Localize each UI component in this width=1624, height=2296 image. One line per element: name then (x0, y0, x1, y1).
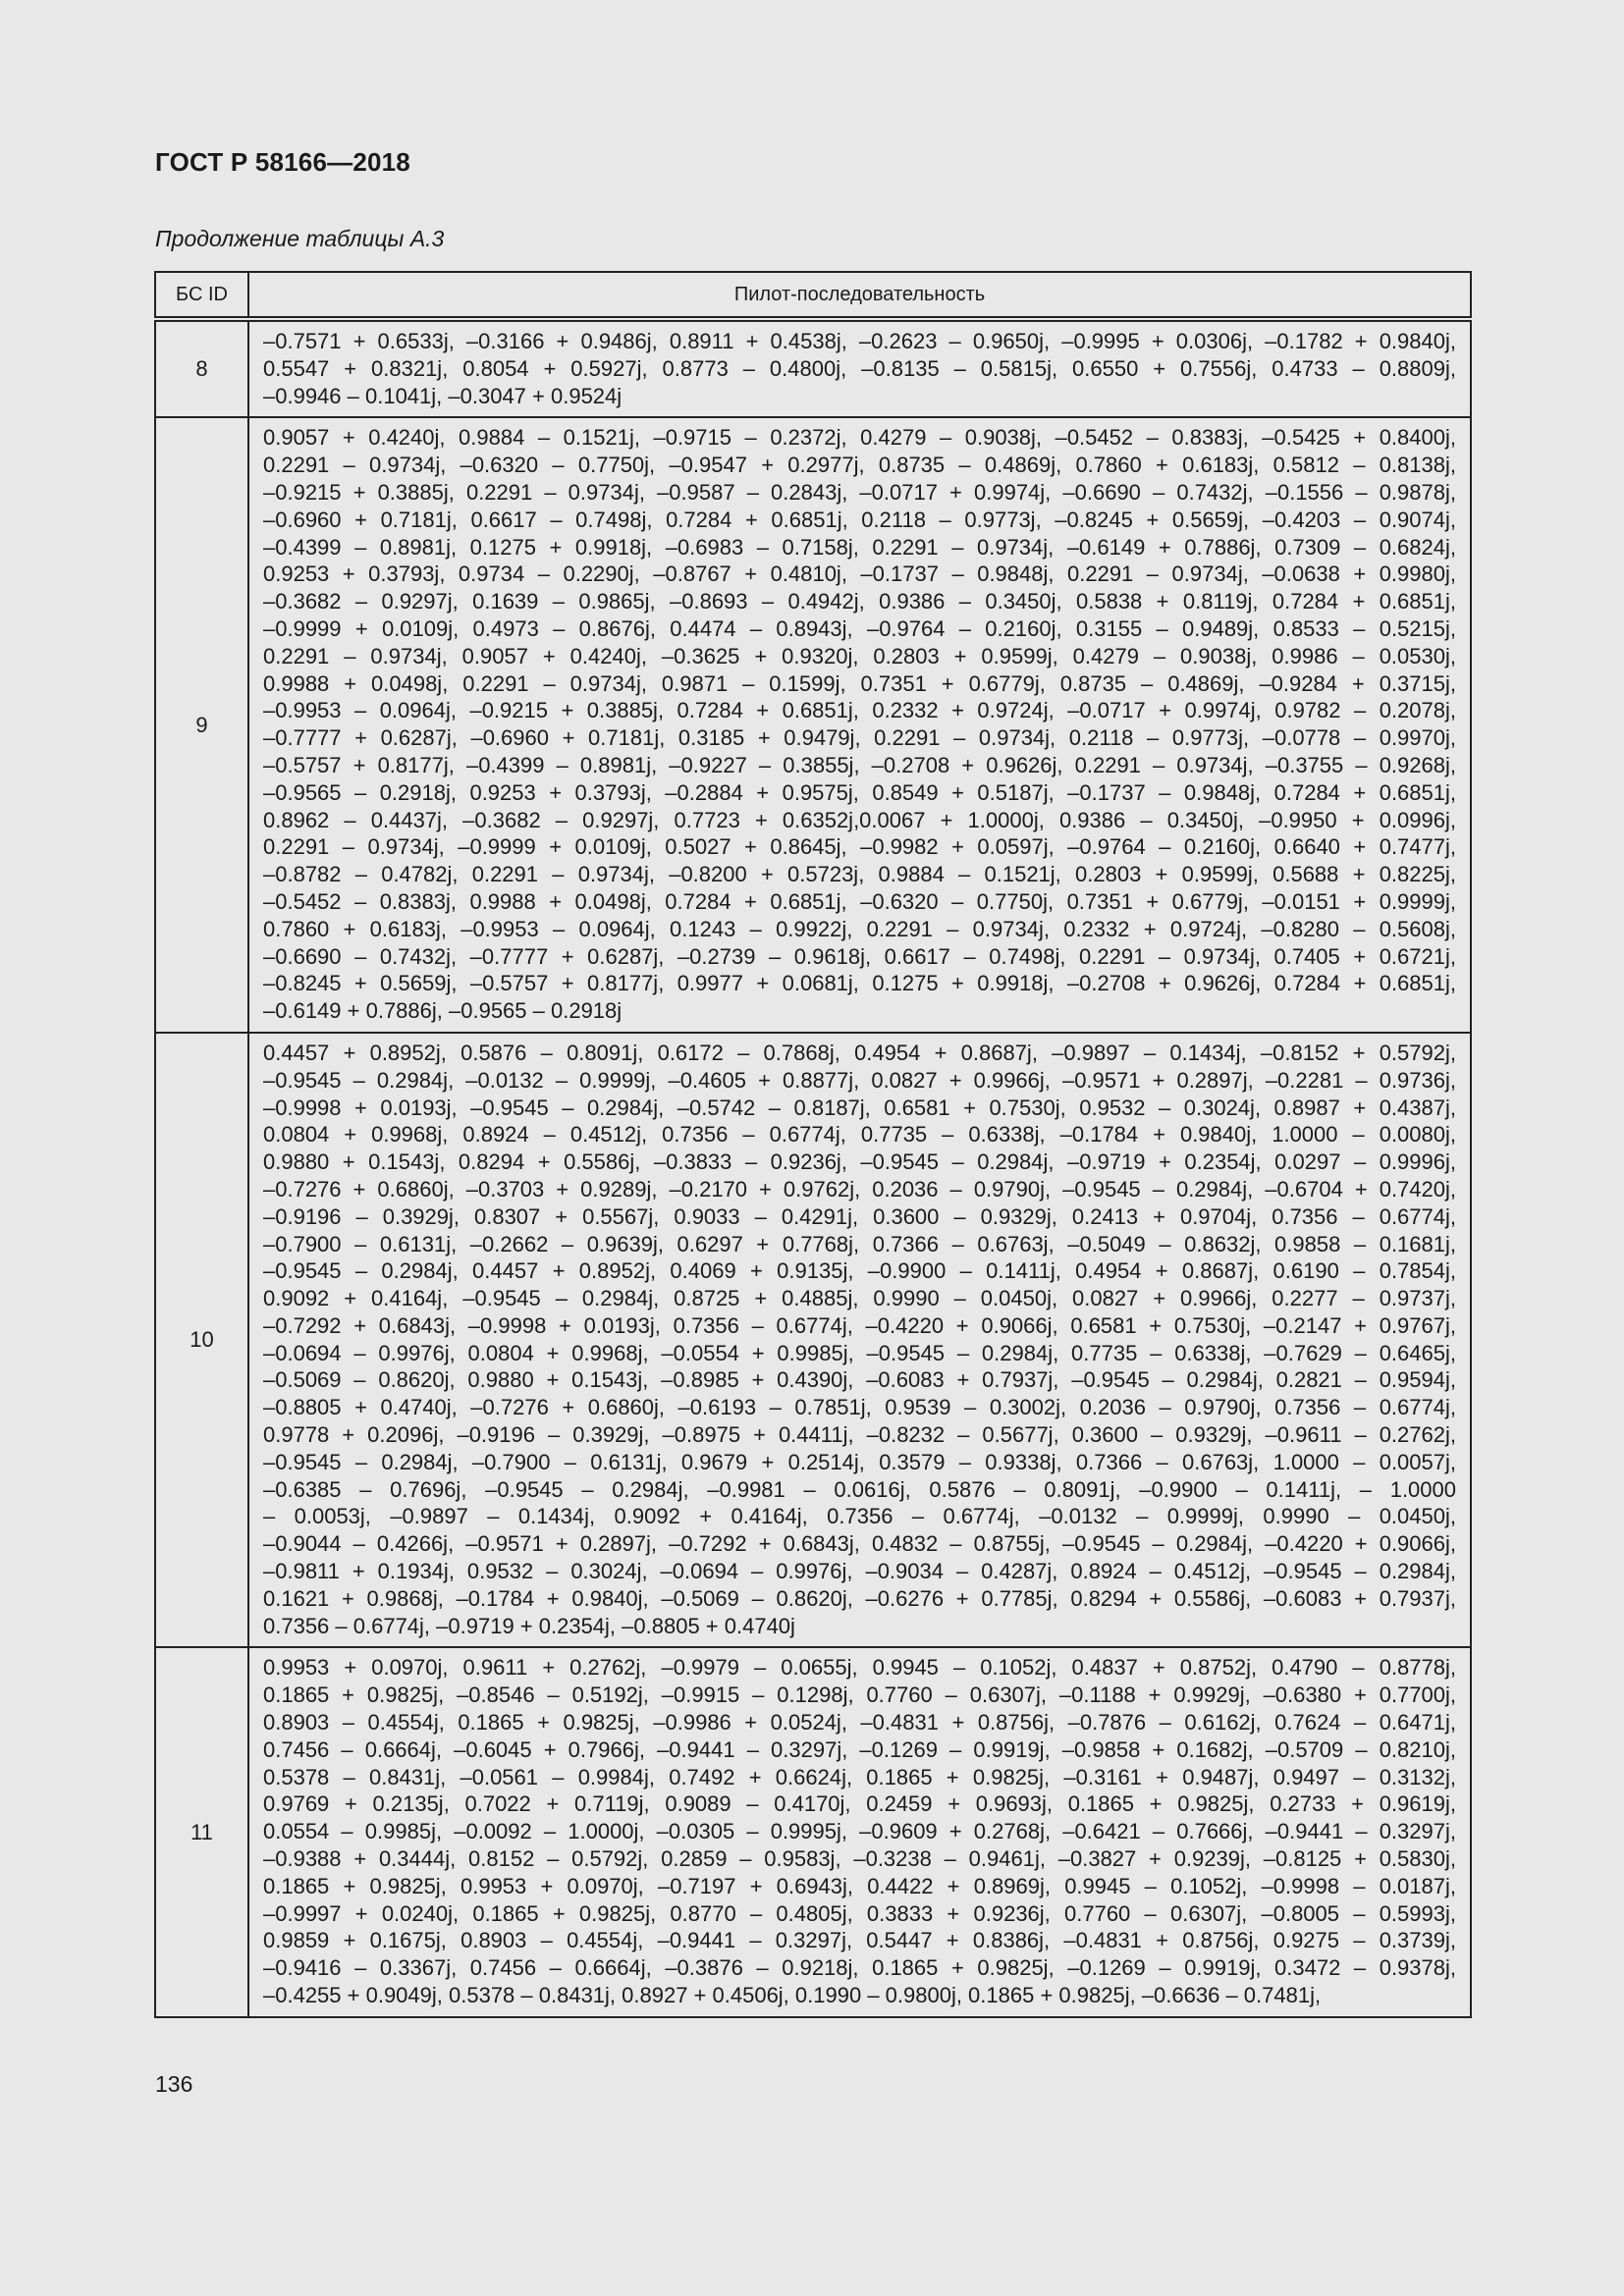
page-number: 136 (155, 2071, 193, 2097)
bs-id-cell: 10 (155, 1033, 248, 1648)
sequence-line: 0.0804 + 0.9968j, 0.8924 – 0.4512j, 0.7356 – 0.6774j, 0.7735 – 0.6338j, –0.1784 + 0.9840j, 1.0000 – 0.0080j, (263, 1122, 1456, 1148)
sequence-line: 0.2291 – 0.9734j, –0.9999 + 0.0109j, 0.5027 + 0.8645j, –0.9982 + 0.0597j, –0.9764 – 0.2160j, 0.6640 + 0.7477j, (263, 834, 1456, 860)
sequence-line: 0.4457 + 0.8952j, 0.5876 – 0.8091j, 0.6172 – 0.7868j, 0.4954 + 0.8687j, –0.9897 – 0.1434j, –0.8152 + 0.5792j, (263, 1040, 1456, 1065)
sequence-line: –0.6149 + 0.7886j, –0.9565 – 0.2918j (263, 998, 623, 1024)
sequence-line: –0.3682 – 0.9297j, 0.1639 – 0.9865j, –0.8693 – 0.4942j, 0.9386 – 0.3450j, 0.5838 + 0.8119j, 0.7284 + 0.6851j, (263, 589, 1456, 614)
sequence-line: –0.9416 – 0.3367j, 0.7456 – 0.6664j, –0.3876 – 0.9218j, 0.1865 + 0.9825j, –0.1269 – 0.9919j, 0.3472 – 0.9378j, (263, 1955, 1456, 1981)
table-row (155, 319, 1471, 417)
sequence-line: 0.9988 + 0.0498j, 0.2291 – 0.9734j, 0.9871 – 0.1599j, 0.7351 + 0.6779j, 0.8735 – 0.4869j, –0.9284 + 0.3715j, (263, 670, 1456, 696)
sequence-line: 0.1621 + 0.9868j, –0.1784 + 0.9840j, –0.5069 – 0.8620j, –0.6276 + 0.7785j, 0.8294 + 0.5586j, –0.6083 + 0.7937j, (263, 1585, 1456, 1611)
sequence-line: 0.7356 – 0.6774j, –0.9719 + 0.2354j, –0.8805 + 0.4740j (263, 1613, 795, 1638)
sequence-line: 0.8903 – 0.4554j, 0.1865 + 0.9825j, –0.9986 + 0.0524j, –0.4831 + 0.8756j, –0.7876 – 0.6162j, 0.7624 – 0.6471j, (263, 1710, 1456, 1735)
sequence-line: 0.9769 + 0.2135j, 0.7022 + 0.7119j, 0.9089 – 0.4170j, 0.2459 + 0.9693j, 0.1865 + 0.9825j, 0.2733 + 0.9619j, (263, 1791, 1456, 1817)
sequence-line: –0.9196 – 0.3929j, 0.8307 + 0.5567j, 0.9033 – 0.4291j, 0.3600 – 0.9329j, 0.2413 + 0.9704j, 0.7356 – 0.6774j, (263, 1203, 1456, 1229)
table-header-row (155, 272, 1471, 319)
sequence-line: –0.4399 – 0.8981j, 0.1275 + 0.9918j, –0.6983 – 0.7158j, 0.2291 – 0.9734j, –0.6149 + 0.7886j, 0.7309 – 0.6824j, (263, 534, 1456, 560)
pilot-sequence-cell (248, 1647, 1471, 2016)
sequence-line: –0.8782 – 0.4782j, 0.2291 – 0.9734j, –0.8200 + 0.5723j, 0.9884 – 0.1521j, 0.2803 + 0.9599j, 0.5688 + 0.8225j, (263, 862, 1456, 887)
bs-id-cell: 8 (155, 319, 248, 417)
sequence-line: 0.7456 – 0.6664j, –0.6045 + 0.7966j, –0.9441 – 0.3297j, –0.1269 – 0.9919j, –0.9858 + 0.1682j, –0.5709 – 0.8210j, (263, 1736, 1456, 1762)
sequence-line: –0.7900 – 0.6131j, –0.2662 – 0.9639j, 0.6297 + 0.7768j, 0.7366 – 0.6763j, –0.5049 – 0.8632j, 0.9858 – 0.1681j, (263, 1231, 1456, 1256)
sequence-line: 0.9092 + 0.4164j, –0.9545 – 0.2984j, 0.8725 + 0.4885j, 0.9990 – 0.0450j, 0.0827 + 0.9966j, 0.2277 – 0.9737j, (263, 1286, 1456, 1311)
sequence-line: 0.9778 + 0.2096j, –0.9196 – 0.3929j, –0.8975 + 0.4411j, –0.8232 – 0.5677j, 0.3600 – 0.9329j, –0.9611 – 0.2762j, (263, 1422, 1456, 1448)
sequence-line: 0.5378 – 0.8431j, –0.0561 – 0.9984j, 0.7492 + 0.6624j, 0.1865 + 0.9825j, –0.3161 + 0.9487j, 0.9497 – 0.3132j, (263, 1764, 1456, 1789)
pilot-sequence-cell (248, 417, 1471, 1033)
sequence-line: 0.1865 + 0.9825j, 0.9953 + 0.0970j, –0.7197 + 0.6943j, 0.4422 + 0.8969j, 0.9945 – 0.1052j, –0.9998 – 0.0187j, (263, 1873, 1456, 1898)
sequence-line: 0.2291 – 0.9734j, –0.6320 – 0.7750j, –0.9547 + 0.2977j, 0.8735 – 0.4869j, 0.7860 + 0.6183j, 0.5812 – 0.8138j, (263, 453, 1456, 478)
sequence-line: 0.9880 + 0.1543j, 0.8294 + 0.5586j, –0.3833 – 0.9236j, –0.9545 – 0.2984j, –0.9719 + 0.2354j, 0.0297 – 0.9996j, (263, 1149, 1456, 1175)
sequence-line: –0.9545 – 0.2984j, 0.4457 + 0.8952j, 0.4069 + 0.9135j, –0.9900 – 0.1411j, 0.4954 + 0.8687j, 0.6190 – 0.7854j, (263, 1258, 1456, 1284)
sequence-line: 0.9859 + 0.1675j, 0.8903 – 0.4554j, –0.9441 – 0.3297j, 0.5447 + 0.8386j, –0.4831 + 0.8756j, 0.9275 – 0.3739j, (263, 1928, 1456, 1953)
pilot-sequence-cell (248, 319, 1471, 417)
column-header-pilot-sequence: Пилот-последовательность (248, 272, 1471, 319)
sequence-line: 0.7860 + 0.6183j, –0.9953 – 0.0964j, 0.1243 – 0.9922j, 0.2291 – 0.9734j, 0.2332 + 0.9724j, –0.8280 – 0.5608j, (263, 916, 1456, 941)
sequence-line: –0.7571 + 0.6533j, –0.3166 + 0.9486j, 0.8911 + 0.4538j, –0.2623 – 0.9650j, –0.9995 + 0.0306j, –0.1782 + 0.9840j, (263, 329, 1456, 353)
pilot-sequence-cell (248, 1033, 1471, 1648)
table-row (155, 417, 1471, 1033)
sequence-line: 0.8962 – 0.4437j, –0.3682 – 0.9297j, 0.7723 + 0.6352j,0.0067 + 1.0000j, 0.9386 – 0.3450j, –0.9950 + 0.0996j, (263, 807, 1456, 832)
table-caption: Продолжение таблицы А.3 (155, 226, 445, 251)
sequence-line: –0.5069 – 0.8620j, 0.9880 + 0.1543j, –0.8985 + 0.4390j, –0.6083 + 0.7937j, –0.9545 – 0.2984j, 0.2821 – 0.9594j, (263, 1367, 1456, 1393)
sequence-line: 0.0554 – 0.9985j, –0.0092 – 1.0000j, –0.0305 – 0.9995j, –0.9609 + 0.2768j, –0.6421 – 0.7666j, –0.9441 – 0.3297j, (263, 1819, 1456, 1844)
sequence-line: –0.6385 – 0.7696j, –0.9545 – 0.2984j, –0.9981 – 0.0616j, 0.5876 – 0.8091j, –0.9900 – 0.1411j, – 1.0000 (263, 1476, 1456, 1502)
sequence-line: –0.7276 + 0.6860j, –0.3703 + 0.9289j, –0.2170 + 0.9762j, 0.2036 – 0.9790j, –0.9545 – 0.2984j, –0.6704 + 0.7420j, (263, 1176, 1456, 1201)
sequence-line: –0.5452 – 0.8383j, 0.9988 + 0.0498j, 0.7284 + 0.6851j, –0.6320 – 0.7750j, 0.7351 + 0.6779j, –0.0151 + 0.9999j, (263, 888, 1456, 914)
document-header: ГОСТ Р 58166—2018 (155, 147, 410, 177)
table-row (155, 1033, 1471, 1648)
sequence-line: –0.9946 – 0.1041j, –0.3047 + 0.9524j (263, 383, 623, 408)
sequence-line: –0.9997 + 0.0240j, 0.1865 + 0.9825j, 0.8770 – 0.4805j, 0.3833 + 0.9236j, 0.7760 – 0.6307j, –0.8005 – 0.5993j, (263, 1900, 1456, 1926)
sequence-line: 0.2291 – 0.9734j, 0.9057 + 0.4240j, –0.3625 + 0.9320j, 0.2803 + 0.9599j, 0.4279 – 0.9038j, 0.9986 – 0.0530j, (263, 643, 1456, 668)
sequence-line: –0.7777 + 0.6287j, –0.6960 + 0.7181j, 0.3185 + 0.9479j, 0.2291 – 0.9734j, 0.2118 – 0.9773j, –0.0778 – 0.9970j, (263, 725, 1456, 751)
column-header-bs-id: БС ID (155, 272, 248, 319)
sequence-line: –0.0694 – 0.9976j, 0.0804 + 0.9968j, –0.0554 + 0.9985j, –0.9545 – 0.2984j, 0.7735 – 0.6338j, –0.7629 – 0.6465j, (263, 1340, 1456, 1365)
pilot-sequence-table (154, 271, 1472, 2018)
sequence-line: –0.5757 + 0.8177j, –0.4399 – 0.8981j, –0.9227 – 0.3855j, –0.2708 + 0.9626j, 0.2291 – 0.9734j, –0.3755 – 0.9268j, (263, 752, 1456, 777)
sequence-line: 0.5547 + 0.8321j, 0.8054 + 0.5927j, 0.8773 – 0.4800j, –0.8135 – 0.5815j, 0.6550 + 0.7556j, 0.4733 – 0.8809j, (263, 355, 1456, 381)
sequence-line: –0.9998 + 0.0193j, –0.9545 – 0.2984j, –0.5742 – 0.8187j, 0.6581 + 0.7530j, 0.9532 – 0.3024j, 0.8987 + 0.4387j, (263, 1095, 1456, 1120)
sequence-line: –0.7292 + 0.6843j, –0.9998 + 0.0193j, 0.7356 – 0.6774j, –0.4220 + 0.9066j, 0.6581 + 0.7530j, –0.2147 + 0.9767j, (263, 1312, 1456, 1338)
sequence-line: –0.9044 – 0.4266j, –0.9571 + 0.2897j, –0.7292 + 0.6843j, 0.4832 – 0.8755j, –0.9545 – 0.2984j, –0.4220 + 0.9066j, (263, 1531, 1456, 1557)
sequence-line: 0.9057 + 0.4240j, 0.9884 – 0.1521j, –0.9715 – 0.2372j, 0.4279 – 0.9038j, –0.5452 – 0.8383j, –0.5425 + 0.8400j, (263, 425, 1456, 451)
table-body (155, 319, 1471, 2017)
sequence-line: –0.6690 – 0.7432j, –0.7777 + 0.6287j, –0.2739 – 0.9618j, 0.6617 – 0.7498j, 0.2291 – 0.9734j, 0.7405 + 0.6721j, (263, 943, 1456, 969)
sequence-line: –0.9388 + 0.3444j, 0.8152 – 0.5792j, 0.2859 – 0.9583j, –0.3238 – 0.9461j, –0.3827 + 0.9239j, –0.8125 + 0.5830j, (263, 1846, 1456, 1872)
sequence-line: –0.8805 + 0.4740j, –0.7276 + 0.6860j, –0.6193 – 0.7851j, 0.9539 – 0.3002j, 0.2036 – 0.9790j, 0.7356 – 0.6774j, (263, 1395, 1456, 1420)
sequence-line: –0.9545 – 0.2984j, –0.0132 – 0.9999j, –0.4605 + 0.8877j, 0.0827 + 0.9966j, –0.9571 + 0.2897j, –0.2281 – 0.9736j, (263, 1067, 1456, 1093)
bs-id-cell: 9 (155, 417, 248, 1033)
sequence-line: – 0.0053j, –0.9897 – 0.1434j, 0.9092 + 0.4164j, 0.7356 – 0.6774j, –0.0132 – 0.9999j, 0.9990 – 0.0450j, (263, 1504, 1456, 1529)
table-row (155, 1647, 1471, 2016)
sequence-line: –0.8245 + 0.5659j, –0.5757 + 0.8177j, 0.9977 + 0.0681j, 0.1275 + 0.9918j, –0.2708 + 0.9626j, 0.7284 + 0.6851j, (263, 971, 1456, 996)
sequence-line: 0.9953 + 0.0970j, 0.9611 + 0.2762j, –0.9979 – 0.0655j, 0.9945 – 0.1052j, 0.4837 + 0.8752j, 0.4790 – 0.8778j, (263, 1655, 1456, 1681)
sequence-line: –0.9999 + 0.0109j, 0.4973 – 0.8676j, 0.4474 – 0.8943j, –0.9764 – 0.2160j, 0.3155 – 0.9489j, 0.8533 – 0.5215j, (263, 615, 1456, 641)
sequence-line: –0.6960 + 0.7181j, 0.6617 – 0.7498j, 0.7284 + 0.6851j, 0.2118 – 0.9773j, –0.8245 + 0.5659j, –0.4203 – 0.9074j, (263, 507, 1456, 532)
sequence-line: –0.9811 + 0.1934j, 0.9532 – 0.3024j, –0.0694 – 0.9976j, –0.9034 – 0.4287j, 0.8924 – 0.4512j, –0.9545 – 0.2984j, (263, 1559, 1456, 1584)
sequence-line: –0.9215 + 0.3885j, 0.2291 – 0.9734j, –0.9587 – 0.2843j, –0.0717 + 0.9974j, –0.6690 – 0.7432j, –0.1556 – 0.9878j, (263, 479, 1456, 505)
bs-id-cell: 11 (155, 1647, 248, 2016)
sequence-line: –0.4255 + 0.9049j, 0.5378 – 0.8431j, 0.8927 + 0.4506j, 0.1990 – 0.9800j, 0.1865 + 0.9825j, –0.6636 – 0.7481j, (263, 1983, 1322, 2008)
sequence-line: 0.9253 + 0.3793j, 0.9734 – 0.2290j, –0.8767 + 0.4810j, –0.1737 – 0.9848j, 0.2291 – 0.9734j, –0.0638 + 0.9980j, (263, 561, 1456, 587)
sequence-line: –0.9953 – 0.0964j, –0.9215 + 0.3885j, 0.7284 + 0.6851j, 0.2332 + 0.9724j, –0.0717 + 0.9974j, 0.9782 – 0.2078j, (263, 698, 1456, 723)
sequence-line: 0.1865 + 0.9825j, –0.8546 – 0.5192j, –0.9915 – 0.1298j, 0.7760 – 0.6307j, –0.1188 + 0.9929j, –0.6380 + 0.7700j, (263, 1682, 1456, 1708)
sequence-line: –0.9545 – 0.2984j, –0.7900 – 0.6131j, 0.9679 + 0.2514j, 0.3579 – 0.9338j, 0.7366 – 0.6763j, 1.0000 – 0.0057j, (263, 1449, 1456, 1474)
sequence-line: –0.9565 – 0.2918j, 0.9253 + 0.3793j, –0.2884 + 0.9575j, 0.8549 + 0.5187j, –0.1737 – 0.9848j, 0.7284 + 0.6851j, (263, 779, 1456, 805)
